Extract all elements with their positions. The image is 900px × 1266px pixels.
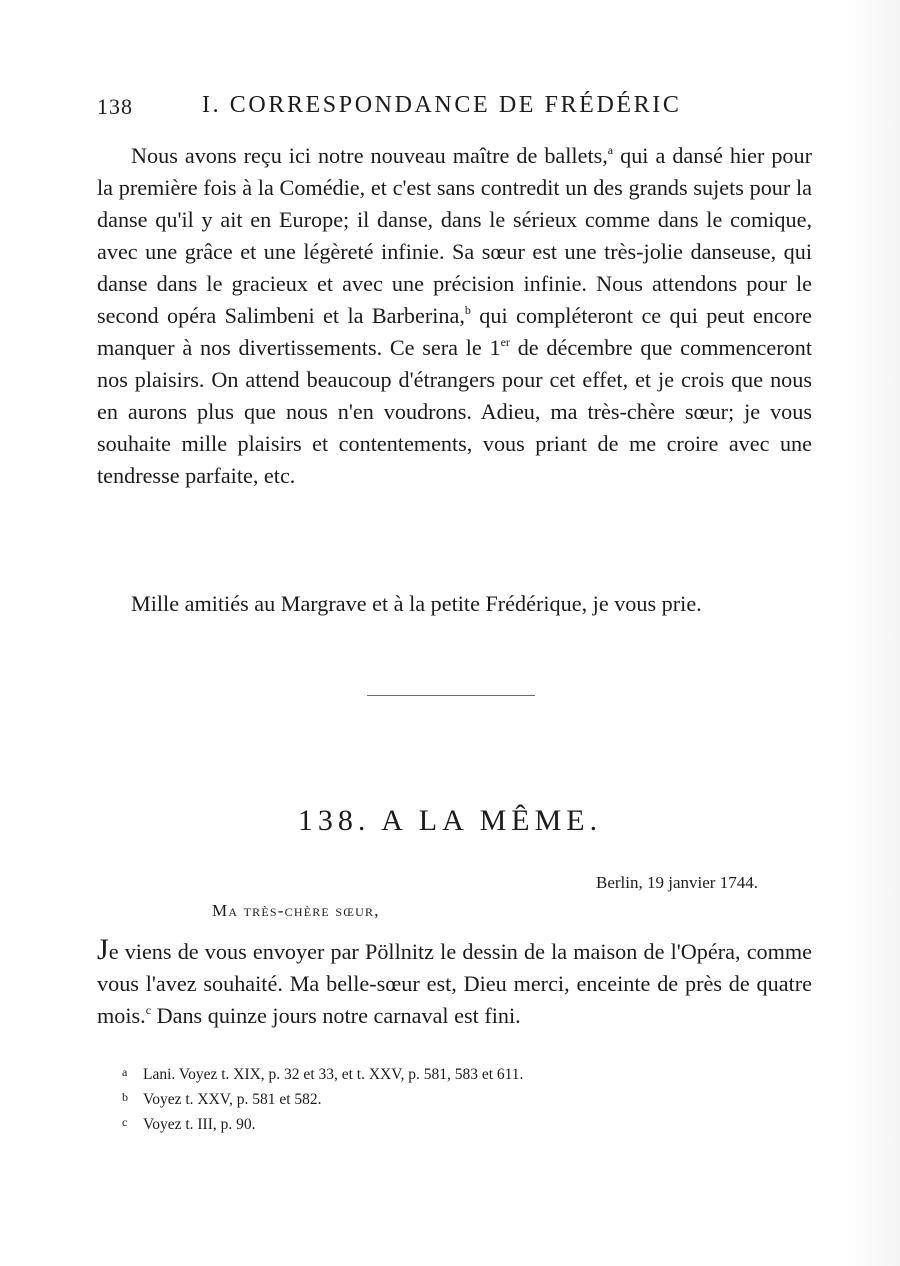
letter-138-text bbox=[97, 933, 812, 1032]
footnote-text: Lani. Voyez t. XIX, p. 32 et 33, et t. XXV, p. 581, 583 et 611. bbox=[143, 1066, 524, 1083]
footnote-ref-b: b bbox=[464, 303, 471, 317]
text-segment: e viens de vous envoyer par Pöllnitz le dessin de la maison de l'Opéra, comme vous l'avez souhaité. Ma belle-sœur est, Dieu merci, enceinte de près de quatre mois. bbox=[97, 939, 812, 1028]
postscript: Mille amitiés au Margrave et à la petite Frédérique, je vous prie. bbox=[131, 591, 702, 616]
initial-letter: J bbox=[97, 933, 109, 966]
footnote bbox=[122, 1086, 742, 1111]
text-segment: qui a dansé hier pour la première fois à la Comédie, et c'est sans contredit un des grands sujets pour la danse qu'il y ait en Europe; il danse, dans le sérieux comme dans le comique, avec une grâce et une légèreté infinie. Sa sœur est une très-jolie danseuse, qui danse dans le gracieux et avec une précision infinie. Nous attendons pour le second opéra Salimbeni et la Barberina, bbox=[97, 143, 813, 328]
text-segment: de décembre que commenceront nos plaisirs. On attend beaucoup d'étrangers pour cet effet, et je crois que nous en aurons plus que nous n'en voudrons. Adieu, ma très-chère sœur; je vous souhaite mille plaisirs et contentements, vous priant de me croire avec une tendresse parfaite, etc. bbox=[97, 335, 812, 488]
footnote-ref-c: c bbox=[145, 1003, 152, 1017]
letter-paragraph bbox=[97, 140, 812, 492]
footnote-ref-a: a bbox=[607, 143, 614, 157]
text-segment: Nous avons reçu ici notre nouveau maître de ballets, bbox=[131, 143, 608, 168]
letter-continuation bbox=[97, 140, 812, 492]
footnote-text: Voyez t. III, p. 90. bbox=[143, 1116, 256, 1133]
footnote bbox=[122, 1061, 742, 1086]
dateline: Berlin, 19 janvier 1744. bbox=[596, 873, 758, 892]
letter-heading: 138. A LA MÊME. bbox=[297, 804, 603, 837]
section-divider bbox=[367, 695, 535, 696]
footnote-mark: b bbox=[122, 1090, 128, 1104]
footnotes bbox=[122, 1061, 742, 1136]
footnote bbox=[122, 1111, 742, 1136]
footnote-mark: c bbox=[122, 1115, 128, 1129]
text-segment: Dans quinze jours notre carnaval est fini. bbox=[151, 1003, 521, 1028]
footnote-text: Voyez t. XXV, p. 581 et 582. bbox=[143, 1091, 322, 1108]
running-head-title: I. CORRESPONDANCE DE FRÉDÉRIC bbox=[202, 92, 682, 118]
ordinal-suffix: er bbox=[500, 335, 510, 349]
page-number: 138 bbox=[97, 94, 133, 119]
text-segment: qui compléteront ce qui peut encore manquer à nos divertissements. Ce sera le 1 bbox=[97, 303, 813, 360]
running-head bbox=[97, 92, 797, 126]
footnote-mark: a bbox=[122, 1065, 128, 1079]
salutation: Ma très-chère sœur, bbox=[212, 901, 380, 920]
